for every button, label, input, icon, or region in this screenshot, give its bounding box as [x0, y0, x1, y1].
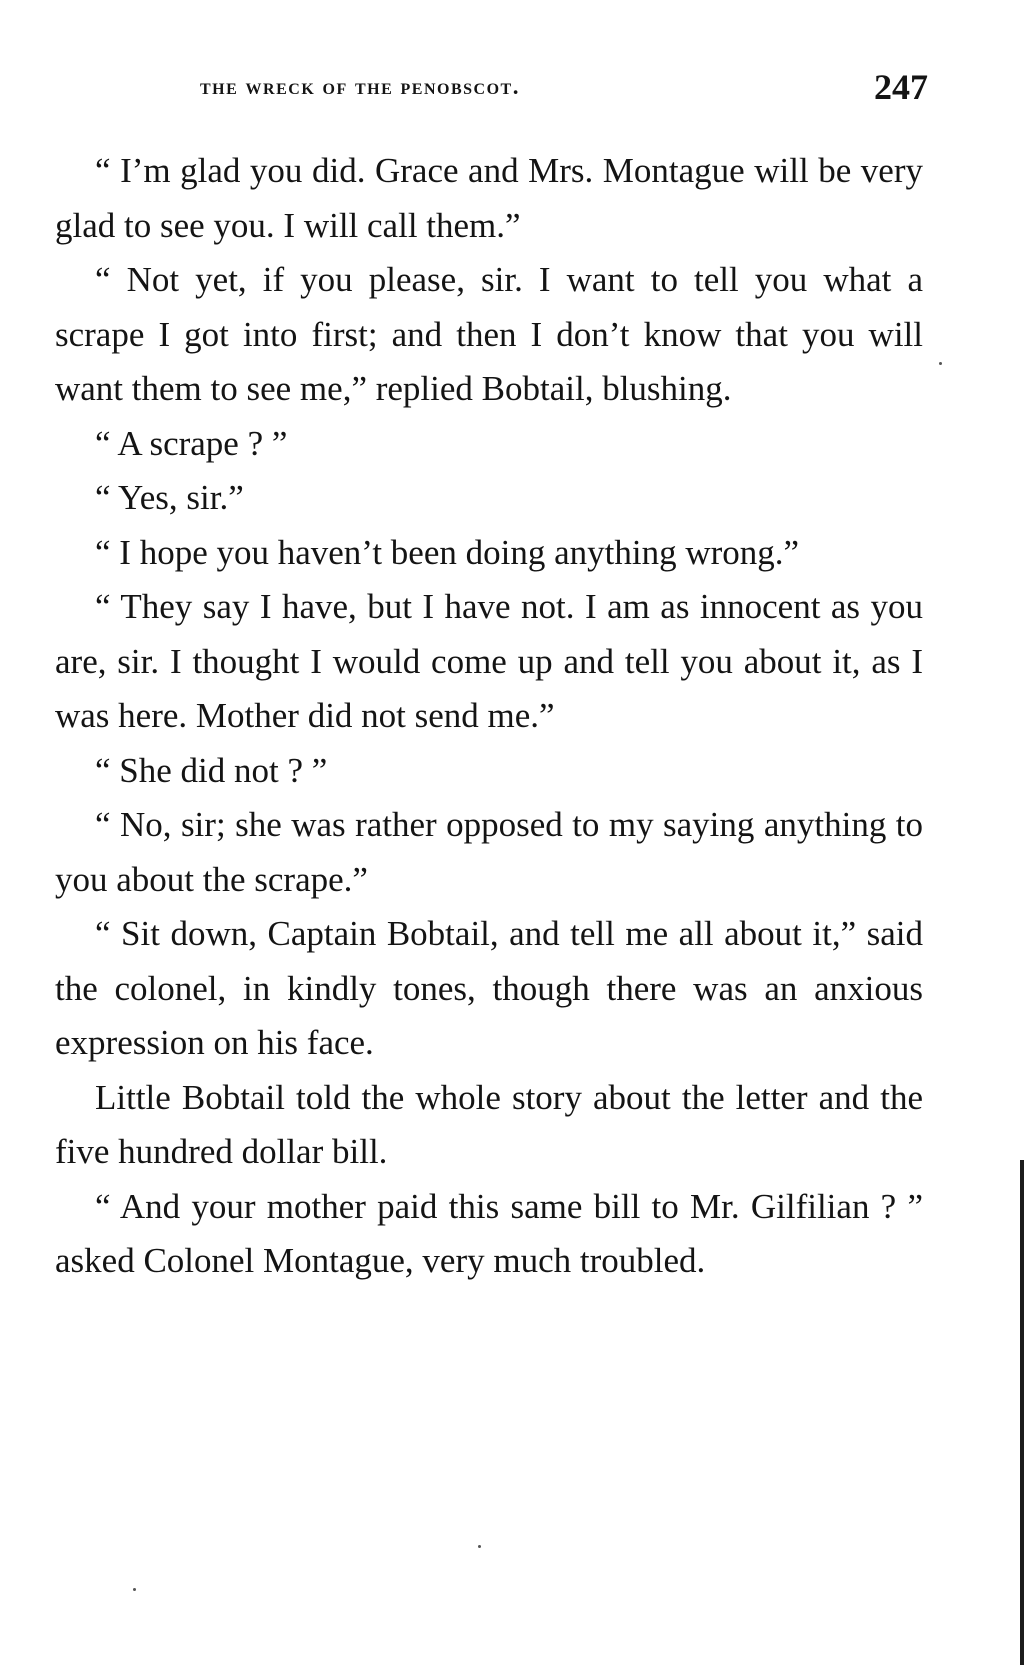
scan-speck	[133, 1588, 136, 1591]
running-head	[200, 66, 928, 106]
paragraph: “ I’m glad you did. Grace and Mrs. Montague will be very glad to see you. I will call them.”	[55, 151, 923, 245]
paragraph: “ Not yet, if you please, sir. I want to tell you what a scrape I got into first; and then I don’t know that you will want them to see me,” replied Bobtail, blushing.	[55, 260, 923, 408]
scan-speck	[478, 1545, 481, 1548]
scan-edge-shadow	[1020, 1160, 1024, 1665]
paragraph: “ No, sir; she was rather opposed to my saying anything to you about the scrape.”	[55, 805, 923, 899]
paragraph: Little Bobtail told the whole story about the letter and the five hundred dollar bill.	[55, 1077, 923, 1171]
paragraph: “ She did not ? ”	[95, 750, 328, 790]
paragraph: “ Sit down, Captain Bobtail, and tell me all about it,” said the colonel, in kindly tones, though there was an anxious expression on his face.	[55, 914, 923, 1062]
body-text	[55, 144, 923, 1289]
paragraph: “ And your mother paid this same bill to Mr. Gilfilian ? ” asked Colonel Montague, very much troubled.	[55, 1186, 923, 1280]
paragraph: “ I hope you haven’t been doing anything wrong.”	[95, 532, 800, 572]
paragraph: “ Yes, sir.”	[95, 478, 244, 517]
scan-speck	[939, 362, 942, 365]
paragraph: “ They say I have, but I have not. I am as innocent as you are, sir. I thought I would come up and tell you about it, as I was here. Mother did not send me.”	[55, 587, 923, 735]
page-number: 247	[874, 67, 928, 107]
running-title: the wreck of the penobscot.	[200, 74, 520, 99]
paragraph: “ A scrape ? ”	[95, 423, 288, 463]
